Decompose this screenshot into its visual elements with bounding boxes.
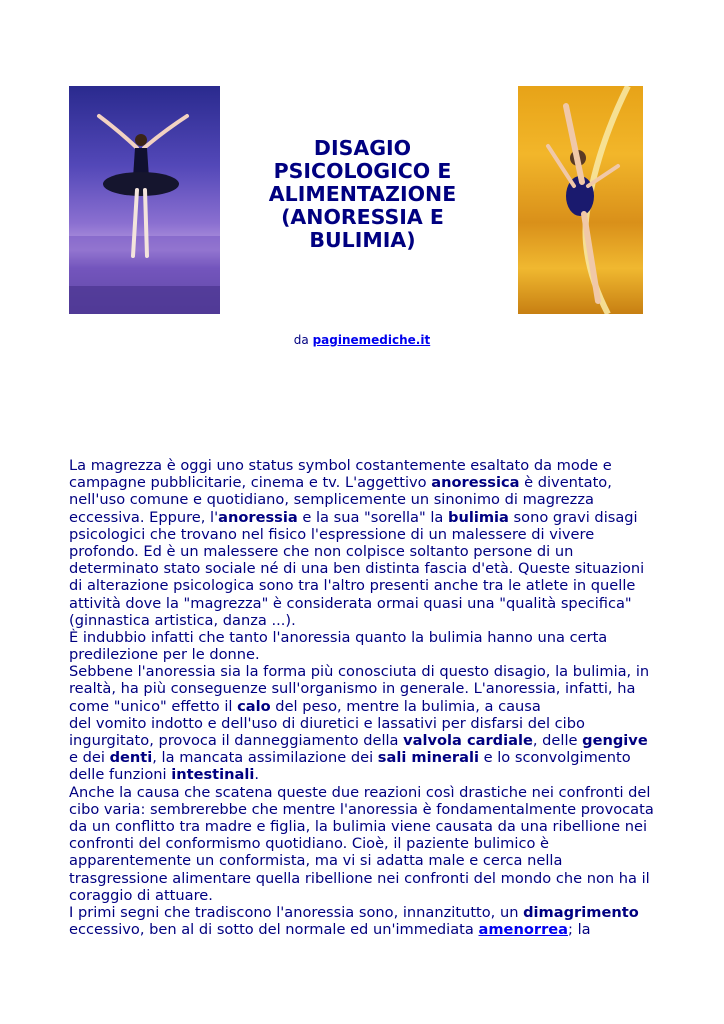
body-text: eccessivo, ben al di sotto del normale ed un'immediata (69, 921, 479, 939)
body-text: Sebbene l'anoressia sia la forma più conosciuta di questo disagio, la bulimia, in (69, 663, 650, 681)
source-link[interactable]: paginemediche.it (312, 333, 431, 347)
body-line (69, 595, 659, 612)
body-line (69, 749, 659, 766)
gymnast-illustration (518, 86, 643, 314)
body-text: campagne pubblicitarie, cinema e tv. L'aggettivo (69, 474, 432, 492)
body-line (69, 526, 659, 543)
body-text: attività dove la "magrezza" è considerata ormai quasi una "qualità specifica" (69, 594, 632, 612)
source-prefix: da (293, 333, 309, 347)
inline-link[interactable]: amenorrea (478, 921, 569, 939)
body-text: cibo varia: sembrerebbe che mentre l'anoressia è fondamentalmente provocata (69, 800, 654, 818)
body-line (69, 577, 659, 594)
body-text: è diventato, (519, 474, 612, 492)
body-text: delle funzioni (69, 766, 172, 784)
body-line (69, 491, 659, 508)
body-text: profondo. Ed è un malessere che non colpisce soltanto persone di un (69, 542, 574, 560)
bold-term: anoressica (431, 474, 520, 492)
article-body (69, 457, 659, 938)
bold-term: anoressia (218, 508, 298, 526)
bold-term: denti (109, 749, 153, 767)
body-line (69, 698, 659, 715)
body-line (69, 766, 659, 783)
page-title (250, 137, 475, 252)
body-text: , la mancata assimilazione dei (152, 749, 378, 767)
body-line (69, 509, 659, 526)
body-text: Anche la causa che scatena queste due reazioni così drastiche nei confronti del (69, 783, 651, 801)
body-text: confronti del conformismo quotidiano. Cioè, il paziente bulimico è (69, 835, 550, 853)
bold-term: calo (237, 697, 271, 715)
body-line (69, 732, 659, 749)
title-line: DISAGIO (313, 136, 412, 160)
body-line (69, 543, 659, 560)
bold-term: gengive (582, 732, 648, 749)
title-line: BULIMIA) (309, 228, 416, 252)
body-text: . (254, 766, 260, 784)
body-text: e lo sconvolgimento (478, 749, 631, 767)
body-text: del peso, mentre la bulimia, a causa (270, 697, 541, 715)
body-text: nell'uso comune e quotidiano, semplicemente un sinonimo di magrezza (69, 491, 594, 509)
body-line (69, 457, 659, 474)
bold-term: bulimia (448, 508, 509, 526)
body-text: determinato stato sociale né di una ben distinta fascia d'età. Queste situazioni (69, 560, 645, 578)
body-text: ; la (568, 921, 591, 939)
body-line (69, 852, 659, 869)
body-text: È indubbio infatti che tanto l'anoressia quanto la bulimia hanno una certa (69, 628, 608, 646)
body-line (69, 646, 659, 663)
body-text: I primi segni che tradiscono l'anoressia sono, innanzitutto, un (69, 903, 524, 921)
body-line (69, 663, 659, 680)
body-text: psicologici che trovano nel fisico l'espressione di un malessere di vivere (69, 525, 595, 543)
ballerina-illustration (69, 86, 220, 314)
body-line (69, 904, 659, 921)
title-line: ALIMENTAZIONE (268, 182, 457, 206)
body-line (69, 715, 659, 732)
body-text: predilezione per le donne. (69, 646, 260, 664)
body-text: e dei (69, 749, 110, 767)
body-line (69, 887, 659, 904)
body-line (69, 612, 659, 629)
body-text: da un conflitto tra madre e figlia, la bulimia viene causata da una ribellione nei (69, 817, 648, 835)
body-text: di alterazione psicologica sono tra l'altro presenti anche tra le atlete in quelle (69, 577, 636, 595)
body-line (69, 835, 659, 852)
body-text: (ginnastica artistica, danza ...). (69, 611, 296, 629)
body-text: ingurgitato, provoca il danneggiamento della (69, 732, 404, 749)
body-text: come "unico" effetto il (69, 697, 238, 715)
body-text: realtà, ha più conseguenze sull'organismo in generale. L'anoressia, infatti, ha (69, 680, 636, 698)
body-text: , delle (532, 732, 583, 749)
bold-term: dimagrimento (523, 903, 639, 921)
body-line (69, 921, 659, 938)
body-text: apparentemente un conformista, ma vi si adatta male e cerca nella (69, 852, 563, 870)
bold-term: intestinali (171, 766, 255, 784)
bold-term: sali minerali (377, 749, 479, 767)
body-text: La magrezza è oggi uno status symbol costantemente esaltato da mode e (69, 457, 612, 474)
body-line (69, 474, 659, 491)
body-line (69, 801, 659, 818)
ballerina-photo (69, 86, 220, 314)
body-text: coraggio di attuare. (69, 886, 213, 904)
body-line (69, 870, 659, 887)
title-line: (ANORESSIA E (281, 205, 444, 229)
body-text: eccessiva. Eppure, l' (69, 508, 219, 526)
body-line (69, 818, 659, 835)
body-text: trasgressione alimentare quella ribellione nei confronti del mondo che non ha il (69, 869, 650, 887)
body-line (69, 784, 659, 801)
title-line: PSICOLOGICO E (273, 159, 452, 183)
bold-term: valvola cardiale (403, 732, 533, 749)
body-text: sono gravi disagi (508, 508, 638, 526)
source-credit (0, 333, 724, 347)
body-line (69, 629, 659, 646)
body-line (69, 560, 659, 577)
body-text: del vomito indotto e dell'uso di diuretici e lassativi per disfarsi del cibo (69, 714, 585, 732)
gymnast-photo (518, 86, 643, 314)
body-line (69, 680, 659, 697)
body-text: e la sua "sorella" la (297, 508, 448, 526)
